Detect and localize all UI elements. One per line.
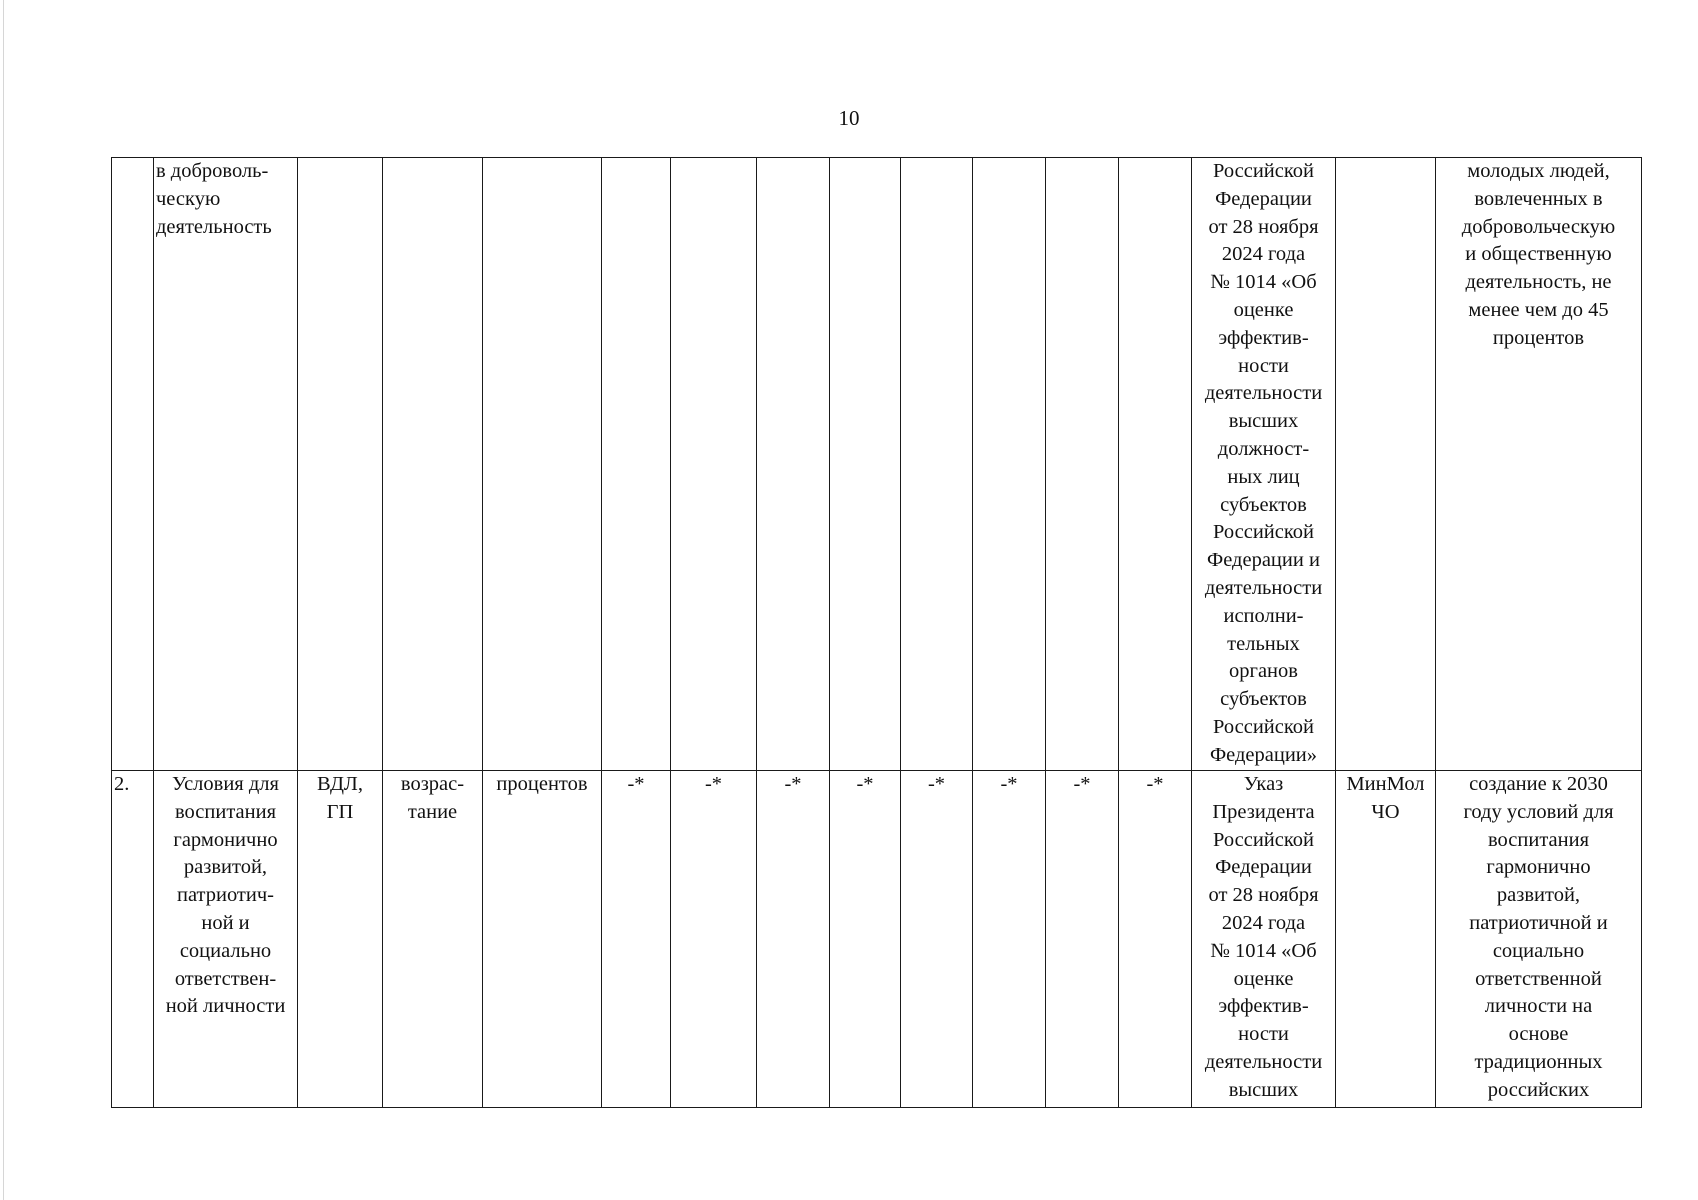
goal-cell: молодых людей, вовлеченных в добровольческую и общественную деятельность, не менее чем до 45 процентов <box>1436 158 1642 771</box>
unit-cell: процентов <box>483 771 602 1108</box>
scan-edge-line <box>3 0 4 1200</box>
value-cell: -* <box>901 771 973 1108</box>
responsible-cell: МинМол ЧО <box>1336 771 1436 1108</box>
table-row <box>112 771 1642 1108</box>
value-cell <box>602 158 671 771</box>
value-cell: -* <box>1046 771 1119 1108</box>
level-cell: ВДЛ, ГП <box>298 771 383 1108</box>
row-number-cell: 2. <box>112 771 154 1108</box>
trend-cell <box>383 158 483 771</box>
value-cell <box>757 158 830 771</box>
value-cell <box>830 158 901 771</box>
value-cell <box>1119 158 1192 771</box>
value-cell: -* <box>757 771 830 1108</box>
value-cell: -* <box>830 771 901 1108</box>
page-number: 10 <box>838 106 860 130</box>
document-cell: Указ Президента Российской Федерации от 28 ноября 2024 года № 1014 «Об оценке эффектив- ности деятельности высших <box>1192 771 1336 1108</box>
value-cell: -* <box>602 771 671 1108</box>
value-cell: -* <box>671 771 757 1108</box>
indicators-table <box>111 157 1642 1108</box>
unit-cell <box>483 158 602 771</box>
indicator-name-cell: в доброволь- ческую деятельность <box>154 158 298 771</box>
indicator-name-cell: Условия для воспитания гармонично развитой, патриотич- ной и социально ответствен- ной личности <box>154 771 298 1108</box>
row-number-cell <box>112 158 154 771</box>
level-cell <box>298 158 383 771</box>
trend-cell: возрас- тание <box>383 771 483 1108</box>
value-cell: -* <box>1119 771 1192 1108</box>
table-row <box>112 158 1642 771</box>
responsible-cell <box>1336 158 1436 771</box>
value-cell: -* <box>973 771 1046 1108</box>
value-cell <box>973 158 1046 771</box>
value-cell <box>671 158 757 771</box>
goal-cell: создание к 2030 году условий для воспитания гармонично развитой, патриотичной и социально ответственной личности на основе традиционных российских <box>1436 771 1642 1108</box>
value-cell <box>1046 158 1119 771</box>
value-cell <box>901 158 973 771</box>
document-cell: Российской Федерации от 28 ноября 2024 года № 1014 «Об оценке эффектив- ности деятельности высших должност- ных лиц субъектов Российской Федерации и деятельности исполни- тельных органов субъектов Российской Федерации» <box>1192 158 1336 771</box>
